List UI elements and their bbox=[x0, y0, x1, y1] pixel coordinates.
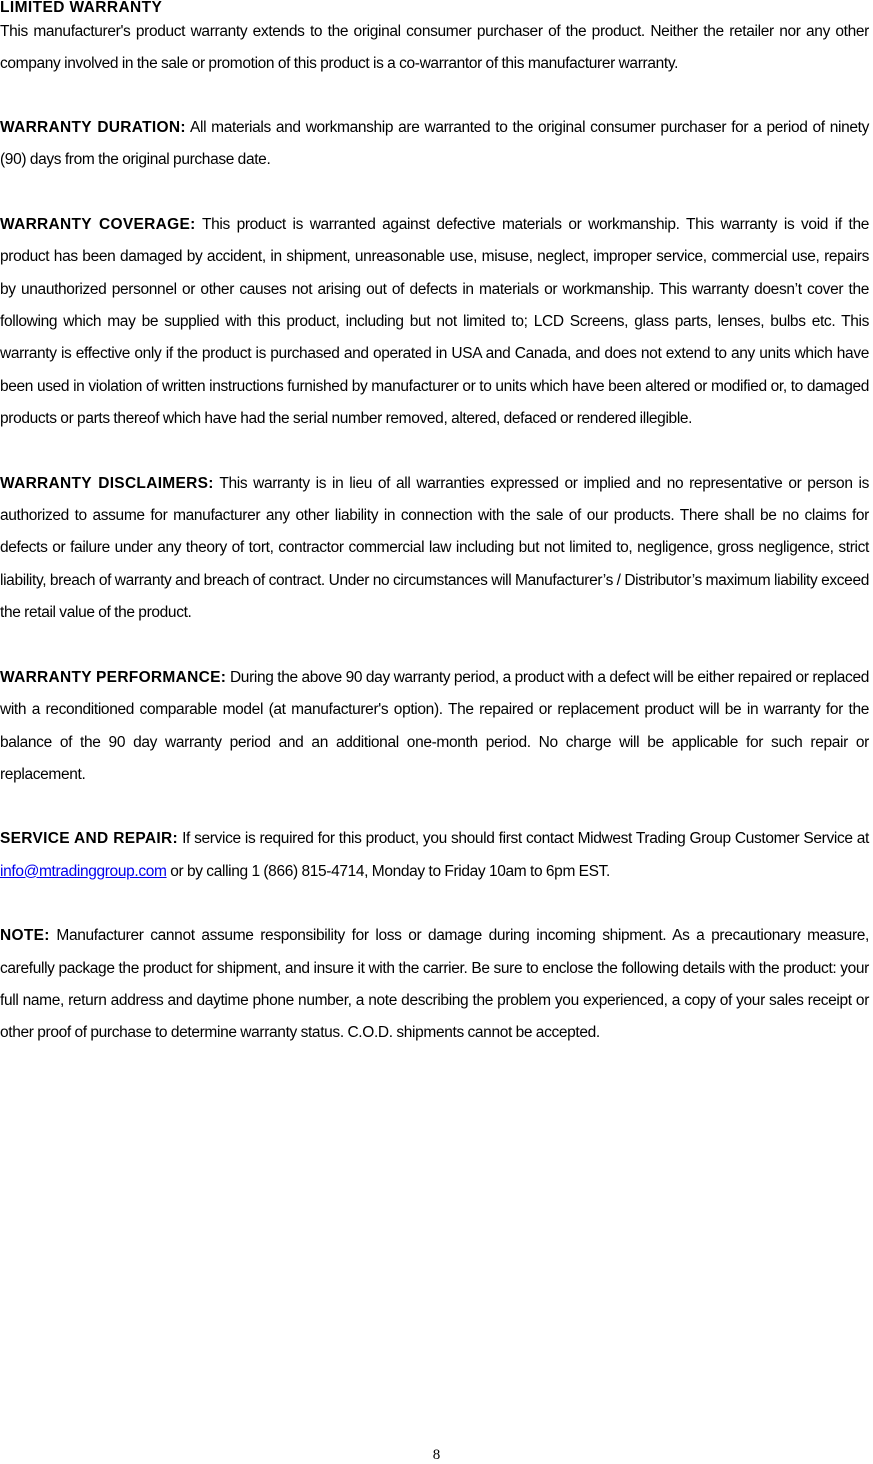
service-body-before-link: If service is required for this product, you should first contact Midwest Trading Group Customer Service at bbox=[182, 830, 869, 848]
duration-body: All materials and workmanship are warranted to the original consumer purchaser for a period of ninety (90) days from the original purchase date. bbox=[0, 119, 869, 169]
intro-paragraph: This manufacturer's product warranty extends to the original consumer purchaser of the product. Neither the retailer nor any other company involved in the sale or promotion of this product is a co-warrantor of this manufacturer warranty. bbox=[0, 23, 869, 72]
disclaimers-heading: WARRANTY DISCLAIMERS: bbox=[0, 474, 214, 492]
service-body-after-link: or by calling 1 (866) 815-4714, Monday to Friday 10am to 6pm EST. bbox=[170, 862, 610, 880]
page-number: 8 bbox=[432, 1447, 441, 1463]
duration-heading: WARRANTY DURATION: bbox=[0, 119, 186, 136]
performance-heading: WARRANTY PERFORMANCE: bbox=[0, 668, 227, 686]
duration-section bbox=[0, 112, 869, 177]
paragraph-spacer bbox=[0, 177, 869, 209]
service-heading: SERVICE AND REPAIR: bbox=[0, 830, 178, 848]
disclaimers-section bbox=[0, 468, 869, 630]
performance-section bbox=[0, 662, 869, 792]
disclaimers-body: This warranty is in lieu of all warranties expressed or implied and no representative or person is authorized to assume for manufacturer any other liability in connection with the sale of our products. There shall be no claims for defects or failure under any theory of tort, contractor commercial law including but not limited to, negligence, gross negligence, strict liability, breach of warranty and breach of contract. Under no circumstances will Manufacturer’s / Distributor’s maximum liability exceed the retail value of the product. bbox=[0, 474, 869, 622]
coverage-heading: WARRANTY COVERAGE: bbox=[0, 215, 196, 233]
paragraph-spacer bbox=[0, 80, 869, 112]
support-email-link[interactable]: info@mtradinggroup.com bbox=[0, 862, 167, 880]
paragraph-spacer bbox=[0, 791, 869, 823]
paragraph-spacer bbox=[0, 630, 869, 662]
note-section bbox=[0, 920, 869, 1050]
performance-body: During the above 90 day warranty period, a product with a defect will be either repaired or replaced with a reconditioned comparable model (at manufacturer's option). The repaired or replacement product will be in warranty for the balance of the 90 day warranty period and an additional one-month period. No charge will be applicable for such repair or replacement. bbox=[0, 668, 869, 783]
note-body: Manufacturer cannot assume responsibility for loss or damage during incoming shipment. As a precautionary measure, carefully package the product for shipment, and insure it with the carrier. Be sure to enclose the following details with the product: your full name, return address and daytime phone number, a note describing the problem you experienced, a copy of your sales receipt or other proof of purchase to determine warranty status. C.O.D. shipments cannot be accepted. bbox=[0, 927, 869, 1042]
page-title: LIMITED WARRANTY bbox=[0, 0, 163, 16]
coverage-body: This product is warranted against defective materials or workmanship. This warranty is void if the product has been damaged by accident, in shipment, unreasonable use, misuse, neglect, improper service, commercial use, repairs by unauthorized personnel or other causes not arising out of defects in materials or workmanship. This warranty doesn’t cover the following which may be supplied with this product, including but not limited to; LCD Screens, glass parts, lenses, bulbs etc. This warranty is effective only if the product is purchased and operated in USA and Canada, and does not extend to any units which have been used in violation of written instructions furnished by manufacturer or to units which have been altered or modified or, to damaged products or parts thereof which have had the serial number removed, altered, defaced or rendered illegible. bbox=[0, 215, 869, 428]
coverage-section bbox=[0, 209, 869, 436]
service-section bbox=[0, 823, 869, 888]
note-heading: NOTE: bbox=[0, 927, 50, 945]
paragraph-spacer bbox=[0, 888, 869, 920]
paragraph-spacer bbox=[0, 436, 869, 468]
